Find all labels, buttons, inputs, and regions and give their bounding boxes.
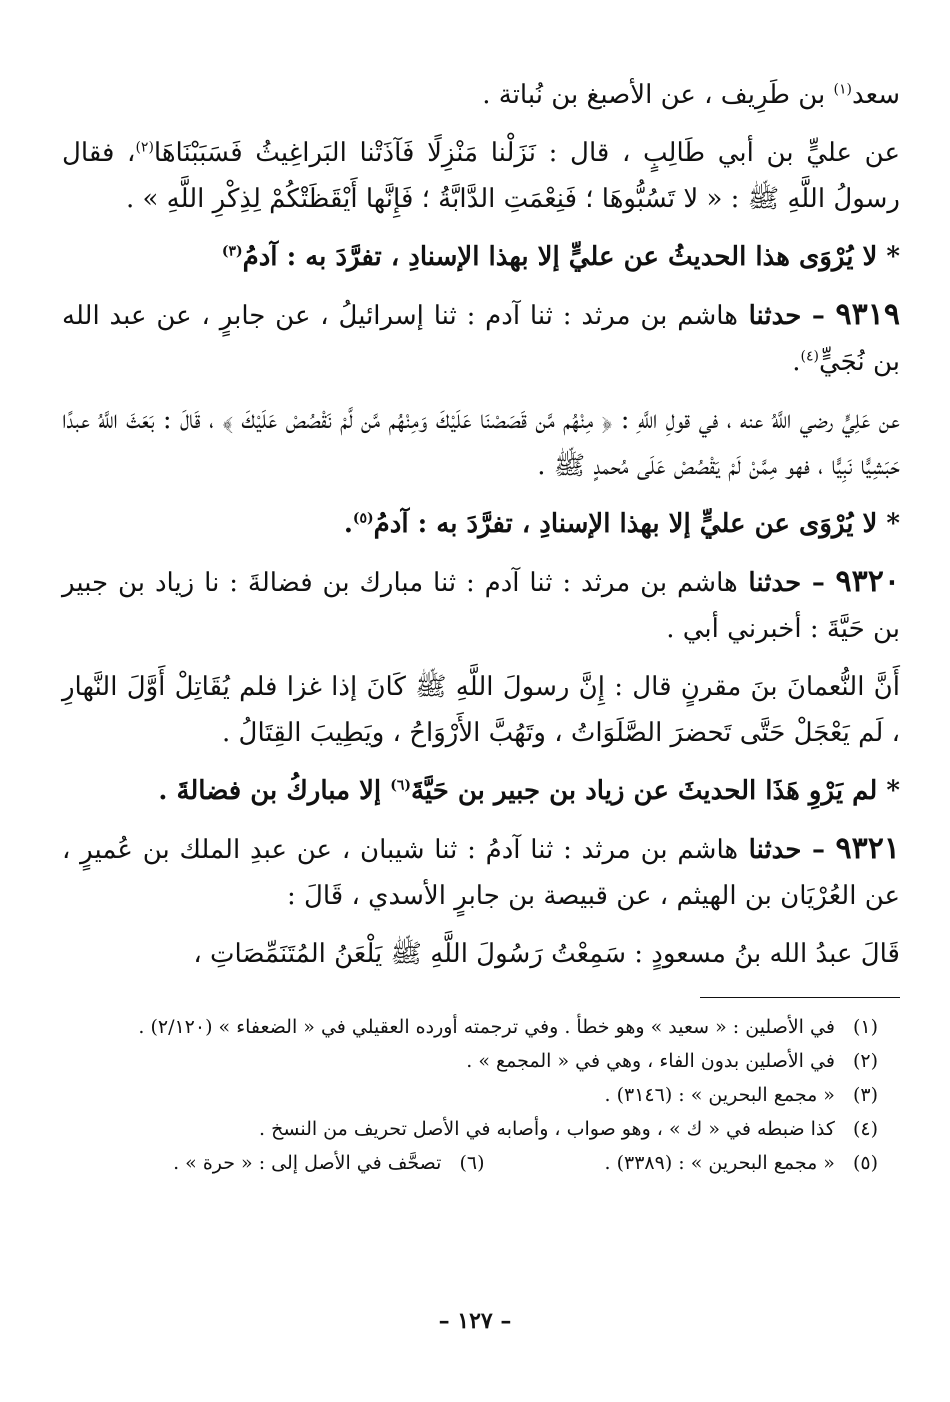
isnad-note-3 [62,768,900,814]
hadith-body-4: قَالَ عبدُ الله بنُ مسعودٍ : سَمِعْتُ رَسُولَ اللَّهِ ﷺ يَلْعَنُ المُتَنَمِّصَاتِ ، [193,939,900,969]
chain-text: هاشم بن مرثد : ثنا آدم : ثنا مبارك بن فضالةَ : نا زياد بن جبير بن حَيَّةَ : أخبرني أبي . [62,568,900,644]
note-text: * لم يَرْوِ هَذَا الحديثَ عن زياد بن جبير بن حَيَّةَ [410,776,900,806]
footnote-ref-3: (٣) [221,243,243,260]
narrator-name: سعد [852,80,900,110]
footnote-ref-6: (٦) [390,777,411,794]
footnote-text: في الأصلين بدون الفاء ، وهي في « المجمع » . [466,1050,835,1072]
hadith-number: ٩٣١٩ [835,297,900,332]
footnote-ref-2: (٢) [135,139,154,156]
note-text-cont: إلا مباركُ بن فضالةَ . [158,776,391,806]
footnote-divider [700,997,900,998]
footnote-ref-1: (١) [833,81,853,98]
line-1 [62,72,900,118]
note-text: * لا يُرْوَى عن عليٍّ إلا بهذا الإسنادِ ، تفرَّدَ به : آدمُ [373,509,900,539]
footnote-ref-4: (٤) [800,348,820,365]
chain-text: هاشم بن مرثد : ثنا آدم : ثنا إسرائيلُ ، عن جابرٍ ، عن عبد الله بن نُجَيٍّ [62,301,900,377]
footnote-3 [62,1078,900,1112]
footnote-4 [62,1112,900,1146]
period: . [343,509,353,539]
haddathana-label: – حدثنا [737,568,836,598]
chain-text: بن طَرِيف ، عن الأصبغ بن نُباتة . [482,80,834,110]
hadith-body-1 [62,130,900,222]
footnote-text: تصحَّف في الأصل إلى : « حرة » . [173,1152,442,1174]
footnote-text: في الأصلين : « سعيد » وهو خطأ . وفي ترجمته أورده العقيلي في « الضعفاء » (٢/١٢٠) . [138,1016,835,1038]
footnote-ref-5: (٥) [352,510,374,527]
hadith-header-9320 [62,559,900,652]
haddathana-label: – حدثنا [737,301,836,331]
hadith-body-3: أَنَّ النُّعمانَ بنَ مقرنٍ قال : إِنَّ رسولَ اللَّهِ ﷺ كَانَ إذا غزا فلم يُقَاتِلْ أَوَّلَ النَّهارِ ، لَم يَعْجَلْ حَتَّى تَحضرَ الصَّلَوَاتُ ، وتَهُبَّ الأَرْوَاحُ ، ويَطِيبَ القِتَالُ . [62,672,900,748]
hadith-number: ٩٣٢١ [835,831,900,866]
footnote-number: (١) [852,1016,878,1038]
footnote-text: « مجمع البحرين » : (٣٣٨٩) . [604,1152,835,1174]
footnote-text: « مجمع البحرين » : (٣١٤٦) . [604,1084,835,1106]
hadith-number: ٩٣٢٠ [835,564,900,599]
hadith-text: عن عليٍّ بن أبي طَالِبٍ ، قال : نَزَلْنا مَنْزِلًا فَآذَتْنا البَراغِيثُ فَسَبَبْنَاهَا [153,138,900,168]
main-text [62,72,900,977]
hadith-body-2: عن عَلِيٍّ رضي اللَّهُ عنه ، في قولِ اللَّهِ : ﴿ مِنْهُم مَّن قَصَصْنَا عَلَيْكَ وَمِنْهُم مَّن لَّمْ نَقْصُصْ عَلَيْكَ ﴾ ، قَالَ : بَعَثَ اللَّهُ عبدًا حَبَشِيًّا نَبِيًّا ، فهو مِمَّنْ لَمْ يَقْصُصْ عَلَى مُحمدٍ ﷺ . [62,405,900,481]
isnad-note-1 [62,234,900,280]
footnotes [62,1010,900,1180]
chain-text: هاشم بن مرثد : ثنا آدمُ : ثنا شيبان ، عن عبدِ الملك بن عُميرٍ ، عن العُرْيَان بن الهيثم ، عن قبيصة بن جابرٍ الأسدي ، قَالَ : [62,835,900,911]
footnote-number: (٥) [852,1152,878,1174]
footnote-number: (٤) [852,1118,878,1140]
footnote-number: (٣) [852,1084,878,1106]
hadith-header-9319 [62,292,900,385]
note-text: * لا يُرْوَى هذا الحديثُ عن عليٍّ إلا بهذا الإسنادِ ، تفرَّدَ به : آدمُ [242,242,900,272]
footnote-5-6 [62,1146,900,1180]
haddathana-label: – حدثنا [738,835,836,865]
footnote-text: كذا ضبطه في « ك » ، وهو صواب ، وأصابه في الأصل تحريف من النسخ . [259,1118,835,1140]
hadith-header-9321 [62,826,900,919]
footnote-1 [62,1010,900,1044]
footnote-number: (٢) [852,1050,878,1072]
period: . [792,347,801,377]
hadith-text-cont: ، فقال رسولُ اللَّهِ ﷺ : « لا تَسُبُّوهَا ؛ فَنِعْمَتِ الدَّابَّةُ ؛ فَإِنَّها أَيْقَظَتْكُمْ لِذِكْرِ اللَّهِ » . [62,138,900,214]
isnad-note-2 [62,501,900,547]
page-number: – ١٢٧ – [438,1308,512,1334]
footnote-2 [62,1044,900,1078]
footnote-number: (٦) [459,1152,485,1174]
